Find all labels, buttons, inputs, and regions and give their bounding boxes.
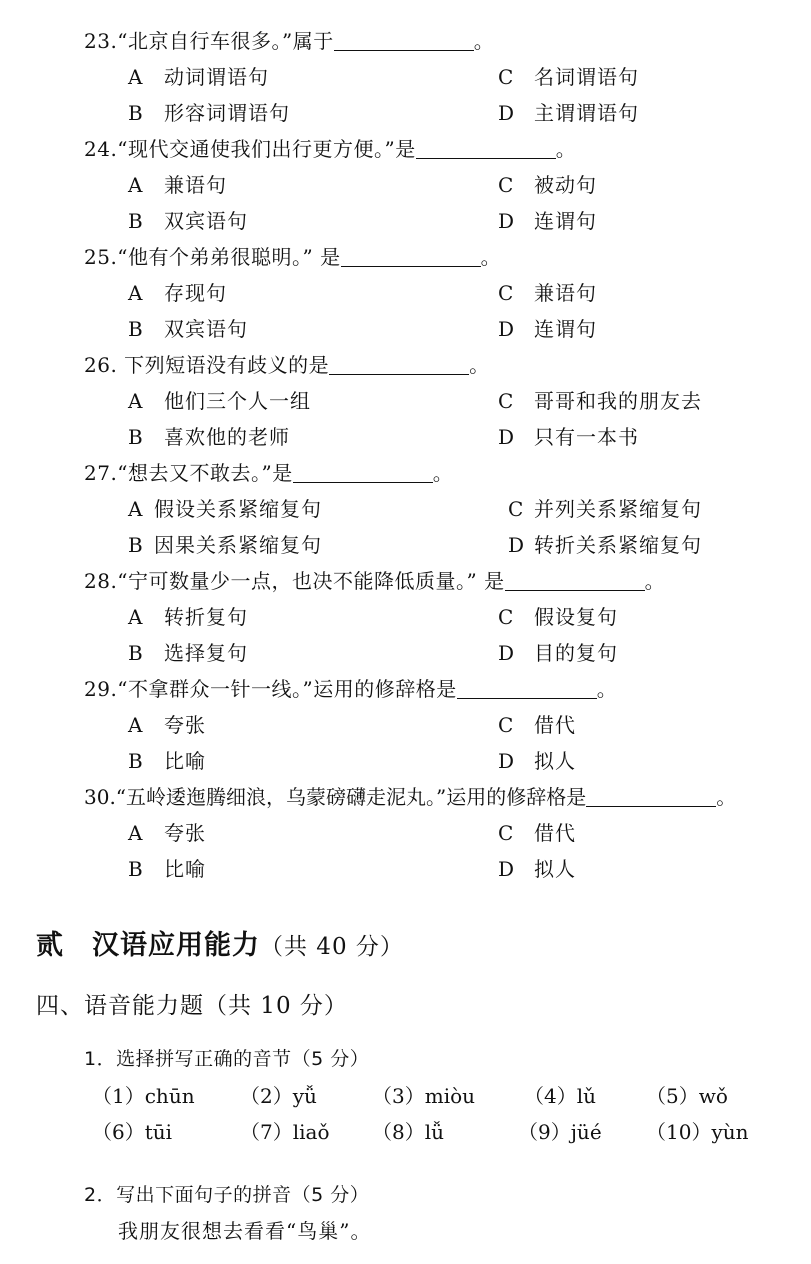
pinyin-sentence: 我朋友很想去看看“鸟巢”。: [118, 1219, 372, 1243]
answer-blank[interactable]: [586, 786, 716, 807]
pinyin-option-9[interactable]: （9）jüé: [518, 1120, 602, 1144]
answer-blank[interactable]: [334, 30, 474, 51]
section-title: 贰 汉语应用能力: [36, 930, 260, 961]
question-stem: 26. 下列短语没有歧义的是: [84, 353, 330, 377]
part-heading: 四、语音能力题（共 10 分）: [36, 993, 348, 1019]
question-stem: 28.“宁可数量少一点，也决不能降低质量。” 是: [84, 569, 505, 593]
option-c[interactable]: C 被动句: [498, 173, 597, 197]
pinyin-option-8[interactable]: （8）lǚ: [372, 1120, 445, 1144]
question-29: [84, 676, 617, 702]
question-24: [84, 136, 576, 162]
question-stem: 25.“他有个弟弟很聪明。” 是: [84, 245, 341, 269]
option-b[interactable]: B 双宾语句: [128, 209, 248, 233]
option-b[interactable]: B 比喻: [128, 749, 206, 773]
option-b[interactable]: B 因果关系紧缩复句: [128, 533, 322, 557]
option-d[interactable]: D 转折关系紧缩复句: [508, 533, 702, 557]
option-b[interactable]: B 双宾语句: [128, 317, 248, 341]
question-stem: 23.“北京自行车很多。”属于: [84, 29, 334, 53]
option-a[interactable]: A 夸张: [128, 821, 206, 845]
option-a[interactable]: A 夸张: [128, 713, 206, 737]
option-a[interactable]: A 动词谓语句: [128, 65, 269, 89]
question-stem: 24.“现代交通使我们出行更方便。”是: [84, 137, 416, 161]
pinyin-option-1[interactable]: （1）chūn: [92, 1084, 195, 1108]
option-c[interactable]: C 借代: [498, 713, 576, 737]
question-end: 。: [473, 29, 495, 53]
question-25: [84, 244, 501, 270]
task-1-title: 1．选择拼写正确的音节（5 分）: [84, 1048, 370, 1070]
option-b[interactable]: B 喜欢他的老师: [128, 425, 290, 449]
option-b[interactable]: B 选择复句: [128, 641, 248, 665]
question-27: [84, 460, 453, 486]
option-c[interactable]: C 兼语句: [498, 281, 597, 305]
option-c[interactable]: C 假设复句: [498, 605, 618, 629]
option-b[interactable]: B 比喻: [128, 857, 206, 881]
option-b[interactable]: B 形容词谓语句: [128, 101, 290, 125]
option-d[interactable]: D 主谓谓语句: [498, 101, 639, 125]
question-30: [84, 784, 736, 810]
option-d[interactable]: D 只有一本书: [498, 425, 639, 449]
question-stem: 29.“不拿群众一针一线。”运用的修辞格是: [84, 677, 457, 701]
answer-blank[interactable]: [505, 570, 645, 591]
answer-blank[interactable]: [329, 354, 469, 375]
pinyin-option-5[interactable]: （5）wǒ: [646, 1084, 728, 1108]
question-end: 。: [432, 461, 454, 485]
option-c[interactable]: C 名词谓语句: [498, 65, 639, 89]
option-c[interactable]: C 哥哥和我的朋友去: [498, 389, 702, 413]
option-a[interactable]: A 存现句: [128, 281, 227, 305]
answer-blank[interactable]: [457, 678, 597, 699]
question-28: [84, 568, 665, 594]
answer-blank[interactable]: [416, 138, 556, 159]
option-d[interactable]: D 拟人: [498, 857, 576, 881]
option-d[interactable]: D 目的复句: [498, 641, 618, 665]
option-a[interactable]: A 假设关系紧缩复句: [128, 497, 322, 521]
option-a[interactable]: A 他们三个人一组: [128, 389, 311, 413]
section-points: （共 40 分）: [260, 934, 404, 960]
answer-blank[interactable]: [293, 462, 433, 483]
question-end: 。: [469, 353, 490, 377]
pinyin-option-6[interactable]: （6）tūi: [92, 1120, 173, 1144]
option-d[interactable]: D 拟人: [498, 749, 576, 773]
question-end: 。: [644, 569, 666, 593]
task-2-title: 2．写出下面句子的拼音（5 分）: [84, 1184, 370, 1206]
question-26: [84, 352, 490, 378]
pinyin-option-2[interactable]: （2）yǚ: [240, 1084, 317, 1108]
pinyin-option-10[interactable]: （10）yùn: [646, 1120, 749, 1144]
question-end: 。: [716, 785, 737, 809]
section-heading: [36, 928, 404, 965]
option-d[interactable]: D 连谓句: [498, 209, 597, 233]
option-c[interactable]: C 借代: [498, 821, 576, 845]
question-23: [84, 28, 494, 54]
answer-blank[interactable]: [341, 246, 481, 267]
option-d[interactable]: D 连谓句: [498, 317, 597, 341]
option-c[interactable]: C 并列关系紧缩复句: [508, 497, 702, 521]
pinyin-option-7[interactable]: （7）liaǒ: [240, 1120, 330, 1144]
question-end: 。: [480, 245, 502, 269]
question-end: 。: [555, 137, 577, 161]
question-stem: 30.“五岭逶迤腾细浪，乌蒙磅礴走泥丸。”运用的修辞格是: [84, 785, 587, 809]
pinyin-option-3[interactable]: （3）miòu: [372, 1084, 476, 1108]
option-a[interactable]: A 兼语句: [128, 173, 227, 197]
option-a[interactable]: A 转折复句: [128, 605, 248, 629]
question-stem: 27.“想去又不敢去。”是: [84, 461, 293, 485]
question-end: 。: [596, 677, 618, 701]
pinyin-option-4[interactable]: （4）lǔ: [524, 1084, 597, 1108]
